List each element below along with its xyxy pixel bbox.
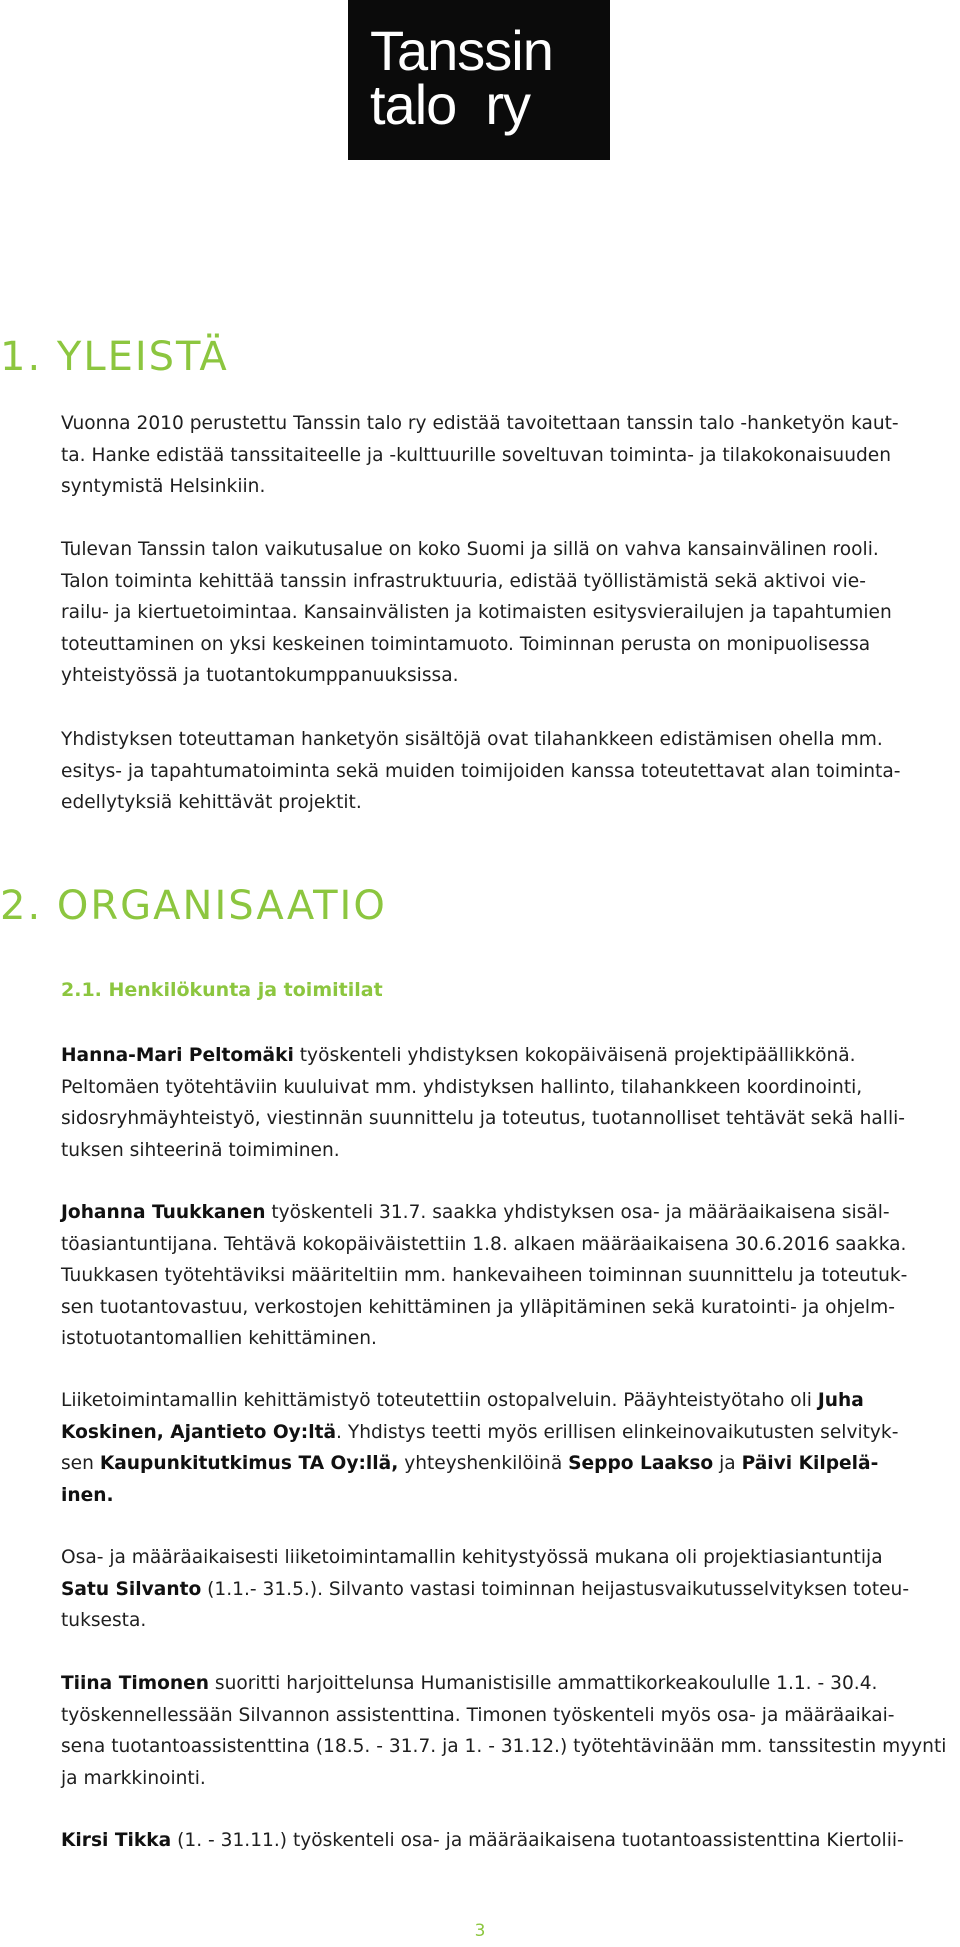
paragraph	[61, 1668, 947, 1794]
text-line: Tulevan Tanssin talon vaikutusalue on koko Suomi ja sillä on vahva kansainvälinen rooli.	[61, 539, 879, 560]
text-line: työskennellessään Silvannon assistenttina. Timonen työskenteli myös osa- ja määräaikai-	[61, 1704, 895, 1726]
logo-line-1: Tanssin	[370, 19, 553, 82]
text-run: työskenteli yhdistyksen kokopäiväisenä projektipäällikkönä.	[293, 1045, 856, 1066]
paragraph	[61, 534, 941, 692]
text-line: ta. Hanke edistää tanssitaiteelle ja -kulttuurille soveltuvan toiminta- ja tilakokonaisuuden	[61, 444, 891, 466]
paragraph	[61, 724, 941, 819]
text-line: töasiantuntijana. Tehtävä kokopäiväistettiin 1.8. alkaen määräaikaisena 30.6.2016 saakka.	[61, 1233, 907, 1255]
page-number: 3	[474, 1921, 486, 1941]
person-name: Hanna-Mari Peltomäki	[61, 1045, 294, 1066]
text-run: (1.1.- 31.5.). Silvanto vastasi toiminnan heijastusvaikutusselvityksen toteu-	[201, 1578, 910, 1600]
text-line	[61, 1040, 941, 1072]
text-run: yhteyshenkilöinä	[398, 1453, 569, 1475]
person-name: Juha	[817, 1390, 864, 1411]
text-line: sidosryhmäyhteistyö, viestinnän suunnittelu ja toteutus, tuotannolliset tehtävät sekä halli-	[61, 1108, 905, 1130]
text-line: sena tuotantoassistenttina (18.5. - 31.7. ja 1. - 31.12.) työtehtävinään mm. tanssitestin myynti	[61, 1736, 947, 1758]
text-run: . Yhdistys teetti myös erillisen elinkeinovaikutusten selvityk-	[336, 1421, 899, 1443]
paragraph	[61, 1197, 941, 1355]
text-line	[61, 1385, 941, 1417]
text-line: Osa- ja määräaikaisesti liiketoimintamallin kehitystyössä mukana oli projektiasiantuntija	[61, 1547, 883, 1568]
text-line	[61, 1417, 941, 1449]
text-line: edellytyksiä kehittävät projektit.	[61, 792, 362, 814]
text-run: sen	[61, 1453, 100, 1475]
person-name: Tiina Timonen	[61, 1673, 209, 1694]
text-line: toteuttaminen on yksi keskeinen toimintamuoto. Toiminnan perusta on monipuolisessa	[61, 633, 871, 655]
text-run: työskenteli 31.7. saakka yhdistyksen osa- ja määräaikaisena sisäl-	[265, 1202, 890, 1223]
person-name: Koskinen, Ajantieto Oy:ltä	[61, 1421, 337, 1443]
text-line	[61, 1197, 941, 1229]
text-run: Liiketoimintamallin kehittämistyö toteutettiin ostopalveluin. Pääyhteistyötaho oli	[61, 1390, 818, 1411]
text-line: sen tuotantovastuu, verkostojen kehittäminen ja ylläpitäminen sekä kuratointi- ja ohjelm-	[61, 1296, 895, 1318]
person-name: Johanna Tuukkanen	[61, 1202, 266, 1223]
section-heading-yleista: 1. YLEISTÄ	[0, 334, 229, 380]
text-line: Talon toiminta kehittää tanssin infrastruktuuria, edistää työllistämistä sekä aktivoi vie-	[61, 570, 866, 592]
text-line: syntymistä Helsinkiin.	[61, 476, 266, 498]
text-line: tuksesta.	[61, 1610, 147, 1632]
paragraph	[61, 408, 941, 503]
text-run: (1. - 31.11.) työskenteli osa- ja määräaikaisena tuotantoassistenttina Kiertolii-	[171, 1830, 904, 1851]
text-line: istotuotantomallien kehittäminen.	[61, 1328, 377, 1350]
subsection-heading: 2.1. Henkilökunta ja toimitilat	[61, 979, 383, 1001]
text-line: yhteistyössä ja tuotantokumppanuuksissa.	[61, 665, 459, 687]
paragraph	[61, 1542, 941, 1637]
paragraph	[61, 1385, 941, 1511]
text-line	[61, 1668, 941, 1700]
text-line: tuksen sihteerinä toimiminen.	[61, 1139, 340, 1161]
text-line: railu- ja kiertuetoimintaa. Kansainvälisten ja kotimaisten esitysvierailujen ja tapahtumien	[61, 602, 892, 624]
text-line	[61, 1480, 941, 1512]
person-name: Seppo Laakso	[568, 1453, 714, 1475]
text-line	[61, 1574, 941, 1606]
text-run: suoritti harjoittelunsa Humanistisille ammattikorkeakoululle 1.1. - 30.4.	[208, 1673, 878, 1694]
paragraph	[61, 1040, 941, 1166]
text-line: esitys- ja tapahtumatoiminta sekä muiden toimijoiden kanssa toteutettavat alan toiminta-	[61, 760, 901, 782]
logo-line-2: talo ry	[370, 73, 531, 136]
paragraph	[61, 1825, 941, 1857]
person-name: Päivi Kilpelä-	[741, 1453, 879, 1475]
person-name: inen.	[61, 1484, 114, 1506]
person-name: Kirsi Tikka	[61, 1830, 172, 1851]
text-line: Tuukkasen työtehtäviksi määriteltiin mm. hankevaiheen toiminnan suunnittelu ja toteutuk-	[61, 1265, 908, 1287]
section-heading-organisaatio: 2. ORGANISAATIO	[0, 883, 387, 929]
person-name: Satu Silvanto	[61, 1578, 202, 1600]
company-name: Kaupunkitutkimus TA Oy:llä,	[99, 1453, 399, 1475]
text-line: Peltomäen työtehtäviin kuuluivat mm. yhdistyksen hallinto, tilahankkeen koordinointi,	[61, 1076, 863, 1098]
text-line	[61, 1448, 941, 1480]
organization-logo	[348, 0, 610, 160]
text-run: ja	[713, 1453, 742, 1475]
text-line: Vuonna 2010 perustettu Tanssin talo ry edistää tavoitettaan tanssin talo -hanketyön kaut-	[61, 413, 899, 434]
text-line: ja markkinointi.	[61, 1767, 206, 1789]
text-line: Yhdistyksen toteuttaman hanketyön sisältöjä ovat tilahankkeen edistämisen ohella mm.	[61, 729, 883, 750]
text-line	[61, 1825, 941, 1857]
